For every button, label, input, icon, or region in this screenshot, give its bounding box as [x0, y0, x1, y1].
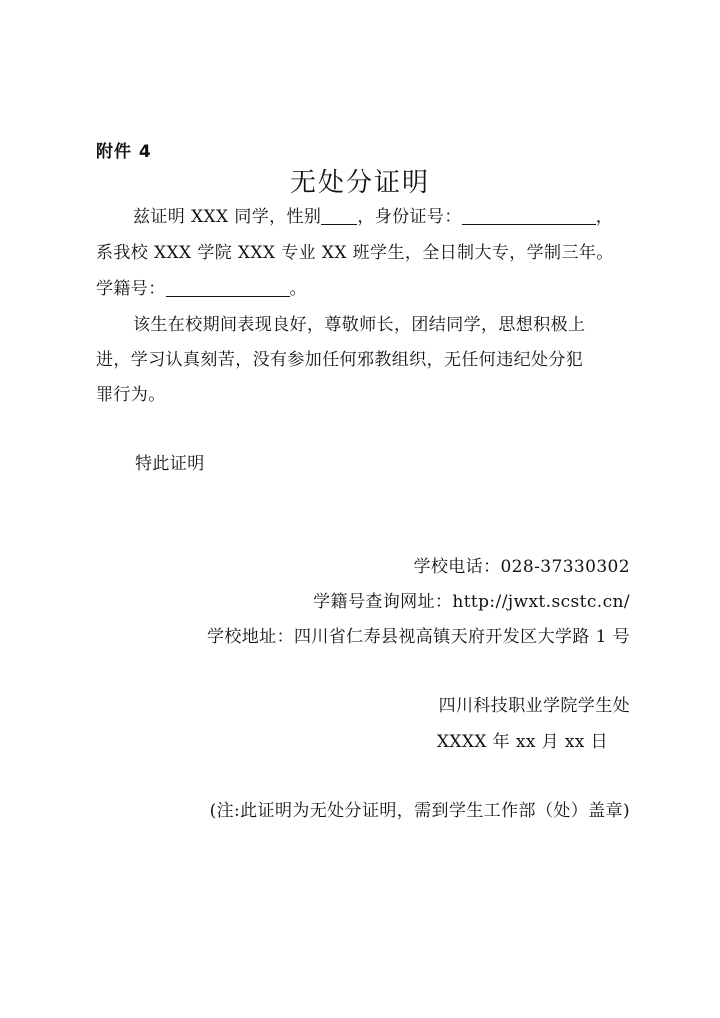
body-para2-line-2: 进，学习认真刻苦，没有参加任何邪教组织，无任何违纪处分犯: [96, 350, 584, 370]
school-phone: 学校电话：028-37330302: [413, 557, 630, 577]
body-line-1-text-a: 兹证明 XXX 同学，性别: [133, 207, 322, 227]
document-title: 无处分证明: [289, 168, 430, 198]
body-para2-line-3: 罪行为。: [96, 385, 166, 405]
gender-blank: [321, 206, 357, 225]
id-number-blank: [462, 206, 596, 225]
body-para2-line-1: 该生在校期间表现良好，尊敬师长，团结同学，思想积极上: [133, 315, 586, 335]
footnote: (注:此证明为无处分证明，需到学生工作部（处）盖章): [209, 801, 630, 821]
body-line-1-text-b: ，身份证号：: [357, 207, 462, 227]
body-line-1-text-c: ，: [595, 207, 614, 227]
body-line-2: 系我校 XXX 学院 XXX 专业 XX 班学生，全日制大专，学制三年。: [96, 243, 614, 263]
body-line-3: [96, 277, 307, 301]
school-address: 学校地址：四川省仁寿县视高镇天府开发区大学路 1 号: [206, 627, 630, 647]
body-line-3-text-b: 。: [289, 279, 308, 299]
attachment-label: 附件 4: [96, 142, 152, 162]
closing-text: 特此证明: [135, 454, 205, 474]
student-id-blank: [166, 278, 290, 297]
signature-date: XXXX 年 xx 月 xx 日: [436, 732, 608, 752]
body-line-3-text-a: 学籍号：: [96, 279, 166, 299]
body-line-1: [133, 205, 613, 229]
student-id-query-url: 学籍号查询网址：http://jwxt.scstc.cn/: [313, 592, 630, 612]
signature-org: 四川科技职业学院学生处: [438, 696, 630, 716]
